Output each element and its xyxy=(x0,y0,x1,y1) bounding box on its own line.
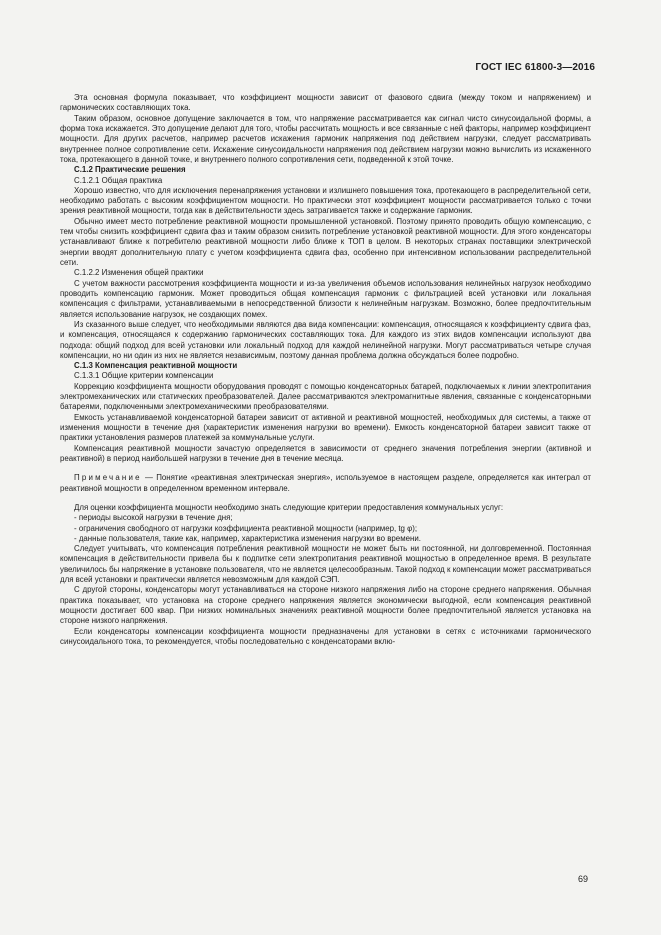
paragraph: Из сказанного выше следует, что необходимыми являются два вида компенсации: компенсация, относящаяся к коэффициенту сдвига фаз, и компенсация, относящаяся к содержанию гармонических составляющих тока. Для каждого из этих видов компенсации используют два подхода: общий подход для всей установки или локальный подход для каждой нелинейной нагрузки. Могут рассматриваться четыре случая компенсации, но ни один из них не является независимым, поэтому данная проблема должна обсуждаться более подробно. xyxy=(60,319,591,360)
list-item: - ограничения свободного от нагрузки коэффициента реактивной мощности (например, tg φ); xyxy=(74,523,418,533)
list-item: - периоды высокой нагрузки в течение дня; xyxy=(74,513,233,523)
subsection-heading: С.1.2.1 Общая практика xyxy=(74,175,163,185)
paragraph: Обычно имеет место потребление реактивной мощности промышленной установкой. Поэтому принято проводить общую компенсацию, с тем чтобы снизить коэффициент сдвига фаз и таким образом снизить потребление установкой реактивной мощности. Для этого конденсаторы устанавливают ближе к потребителю реактивной мощности либо ближе к ТОП в целом. В некоторых странах поставщики электрической энергии вводят дополнительную плату с учетом коэффициента сдвига фаз, особенно при интенсивном использовании распределительной сети. xyxy=(60,216,591,267)
paragraph: Эта основная формула показывает, что коэффициент мощности зависит от фазового сдвига (между током и напряжением) и гармонических составляющих тока. xyxy=(60,93,591,113)
note-text: — Понятие «реактивная электрическая энергия», используемое в настоящем разделе, определяется как интеграл от реактивной мощности в определенном временном интервале. xyxy=(60,473,591,493)
paragraph: Коррекцию коэффициента мощности оборудования проводят с помощью конденсаторных батарей, подключаемых к линии электропитания электромеханических или статических преобразователей. Далее рассматриваются электромагнитные явления, связанные с конденсаторными батареями, подключенными электромеханическими преобразователями. xyxy=(60,381,591,412)
document-header: ГОСТ IEC 61800-3—2016 xyxy=(475,62,595,73)
paragraph: Следует учитывать, что компенсация потребления реактивной мощности не может быть ни постоянной, ни долговременной. Постоянная компенсация в действительности привела бы к подпитке сети электропитания реактивной мощностью в определенное время. В результате увеличилось бы напряжение в установке пользователя, что не является целесообразным. Такой подход к компенсации может рассматриваться для всей установки и практически является невозможным для каждой СЭП. xyxy=(60,544,591,585)
note-label: Примечание xyxy=(74,473,142,483)
paragraph: Если конденсаторы компенсации коэффициента мощности предназначены для установки в сетях с источниками гармонического синусоидального тока, то рекомендуется, чтобы последовательно с конденсаторами вклю- xyxy=(60,626,591,646)
document-body xyxy=(60,93,591,647)
section-heading: С.1.2 Практические решения xyxy=(74,165,186,175)
note-paragraph xyxy=(60,473,591,494)
paragraph: С другой стороны, конденсаторы могут устанавливаться на стороне низкого напряжения либо на стороне среднего напряжения. Обычная практика показывает, что установка на стороне среднего напряжения является экономически выгодной, если компенсация реактивной мощности достигает 600 квар. При низких номинальных значениях реактивной мощности более предпочтительной является установка на стороне низкого напряжения. xyxy=(60,585,591,626)
paragraph: Таким образом, основное допущение заключается в том, что напряжение рассматривается как сигнал чисто синусоидальной формы, а форма тока искажается. Это допущение делают для того, чтобы рассчитать мощность и все связанные с ней факторы, например коэффициент мощности. Для других расчетов, например расчетов искажения гармоник напряжения под действием нагрузки, следует рассматривать внутреннее полное сопротивление сети. Искажение синусоидальности напряжения под действием нагрузки можно вычислить из искаженного тока, протекающего в данной точке, и внутреннего полного сопротивления сети, подведенной к этой точке. xyxy=(60,113,591,164)
list-item: - данные пользователя, такие как, например, характеристика изменения нагрузки во времени. xyxy=(74,533,421,543)
paragraph: Хорошо известно, что для исключения перенапряжения установки и излишнего повышения тока, протекающего в распределительной сети, необходимо работать с высоким коэффициентом мощности. Но практически этот коэффициент мощности рассматривается только с точки зрения реактивной мощности, тогда как в действительности здесь затрагивается также и содержание гармоник. xyxy=(60,185,591,216)
section-heading: С.1.3 Компенсация реактивной мощности xyxy=(74,361,238,371)
paragraph: Для оценки коэффициента мощности необходимо знать следующие критерии предоставления коммунальных услуг: xyxy=(74,502,504,512)
paragraph: Емкость устанавливаемой конденсаторной батареи зависит от активной и реактивной мощностей, необходимых для системы, а также от изменения мощности в течение дня (характеристик изменения нагрузки во времени). Емкость конденсаторной батареи зависит также от практики установления размеров платежей за коммунальные услуги. xyxy=(60,412,591,443)
paragraph: С учетом важности рассмотрения коэффициента мощности и из-за увеличения объемов использования нелинейных нагрузок необходимо проводить компенсацию гармоник. Может проводиться общая компенсация гармоник с фильтрацией всей установки или локальная компенсация с фильтрами, устанавливаемыми в непосредственной близости к нелинейным нагрузкам. Возможно, более предпочтительным является использование нагрузок, не создающих помех. xyxy=(60,278,591,319)
subsection-heading: С.1.3.1 Общие критерии компенсации xyxy=(74,371,214,381)
page-number: 69 xyxy=(577,874,588,884)
paragraph: Компенсация реактивной мощности зачастую определяется в зависимости от среднего значения потребления энергии (активной и реактивной) в период наибольшей нагрузки в течение дня в течение месяца. xyxy=(60,443,591,463)
subsection-heading: С.1.2.2 Изменения общей практики xyxy=(74,268,204,278)
